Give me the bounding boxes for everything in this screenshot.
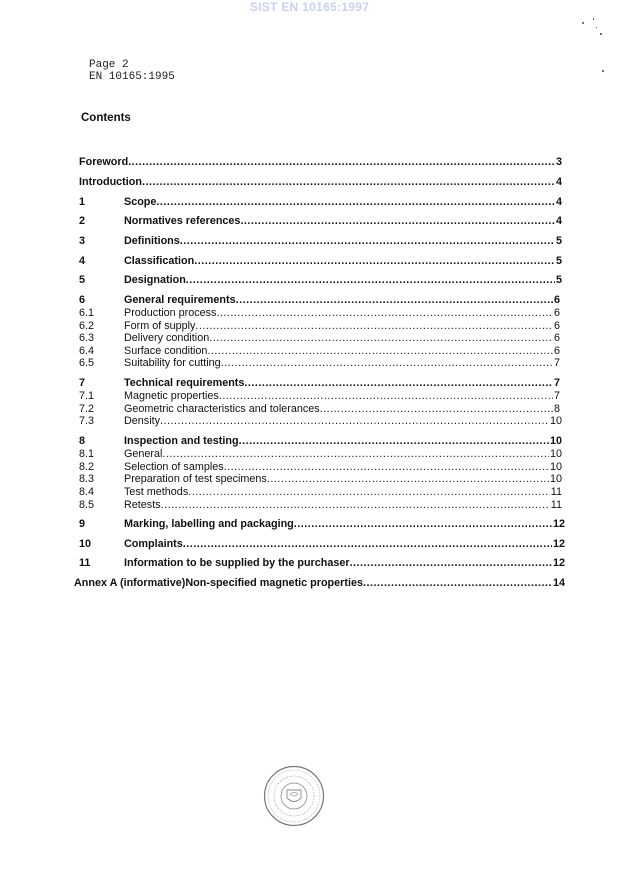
toc-entry[interactable]	[79, 415, 562, 428]
toc-entry-number: 8.3	[79, 473, 95, 485]
toc-entry-number: 3	[79, 235, 86, 247]
toc-entry-title: Density	[124, 415, 161, 427]
document-code-line: EN 10165:1995	[89, 71, 175, 83]
toc-leader-dots	[180, 235, 555, 248]
toc-entry-number: 10	[79, 538, 92, 550]
toc-entry[interactable]	[79, 176, 562, 189]
toc-entry[interactable]	[79, 518, 565, 531]
toc-entry-title: General	[124, 448, 163, 460]
toc-entry-number: 6	[79, 294, 86, 306]
toc-entry-page: 10	[549, 448, 562, 460]
toc-leader-dots	[219, 390, 553, 403]
toc-entry-page: 6	[553, 320, 560, 332]
toc-leader-dots	[160, 415, 549, 428]
toc-entry-number: 11	[79, 557, 91, 569]
toc-leader-dots	[156, 196, 555, 209]
toc-entry-title: Delivery condition	[124, 332, 210, 344]
toc-entry-number: 4	[79, 255, 86, 267]
toc-entry-title: Selection of samples	[124, 461, 224, 473]
toc-entry[interactable]	[79, 196, 562, 209]
toc-entry-number: 8.1	[79, 448, 95, 460]
toc-entry-number: 9	[79, 518, 86, 530]
toc-entry-page: 6	[553, 294, 560, 306]
toc-entry-page: 6	[553, 345, 560, 357]
toc-entry-number: 7.3	[79, 415, 95, 427]
toc-entry-number: 8.4	[79, 486, 95, 498]
toc-entry-title: Magnetic properties	[124, 390, 219, 402]
toc-entry-page: 4	[555, 176, 562, 188]
toc-leader-dots	[267, 473, 549, 486]
toc-entry[interactable]	[79, 357, 560, 370]
toc-entry[interactable]	[79, 448, 562, 461]
toc-entry-page: 12	[552, 557, 565, 569]
toc-entry[interactable]	[79, 274, 562, 287]
toc-entry-title: Normatives references	[124, 215, 241, 227]
toc-entry-title: Suitability for cutting	[124, 357, 221, 369]
toc-entry-title: Introduction	[79, 176, 142, 188]
toc-leader-dots	[142, 176, 555, 189]
toc-entry[interactable]	[79, 332, 560, 345]
toc-entry-page: 3	[555, 156, 562, 168]
toc-entry-number: 7	[79, 377, 86, 389]
toc-entry-page: 11	[550, 499, 562, 511]
toc-entry-title: Surface condition	[124, 345, 208, 357]
toc-entry-page: 6	[553, 332, 560, 344]
toc-entry-number: 7.1	[79, 390, 95, 402]
toc-entry-title: Classification	[124, 255, 195, 267]
toc-entry[interactable]	[79, 307, 560, 320]
toc-entry-number: 6.3	[79, 332, 95, 344]
toc-entry-number: 6.5	[79, 357, 95, 369]
toc-entry[interactable]	[79, 473, 562, 486]
toc-entry-number: 6.1	[79, 307, 95, 319]
scan-speck	[596, 27, 597, 28]
toc-leader-dots	[188, 486, 550, 499]
toc-entry-page: 4	[555, 215, 562, 227]
toc-entry-page: 14	[552, 577, 565, 589]
page-header	[89, 59, 175, 83]
toc-leader-dots	[363, 577, 552, 590]
toc-entry-page: 12	[552, 538, 565, 550]
toc-entry[interactable]	[79, 215, 562, 228]
toc-entry[interactable]	[79, 255, 562, 268]
toc-leader-dots	[236, 294, 553, 307]
toc-entry-title: Geometric characteristics and tolerances	[124, 403, 320, 415]
toc-entry-page: 11	[550, 486, 562, 498]
scan-speck	[600, 33, 602, 35]
toc-entry-title: Technical requirements	[124, 377, 245, 389]
toc-entry-title: Form of supply	[124, 320, 196, 332]
toc-entry-page: 10	[549, 435, 562, 447]
toc-entry-number: 1	[79, 196, 86, 208]
toc-leader-dots	[244, 377, 553, 390]
toc-entry-page: 10	[549, 461, 562, 473]
toc-entry-page: 5	[555, 255, 562, 267]
toc-leader-dots	[209, 332, 553, 345]
toc-entry-number: 8.5	[79, 499, 95, 511]
toc-entry[interactable]	[79, 377, 560, 390]
toc-leader-dots	[240, 215, 555, 228]
toc-entry-title: Scope	[124, 196, 157, 208]
toc-entry-number: 5	[79, 274, 86, 286]
toc-entry-page: 7	[553, 357, 560, 369]
toc-leader-dots	[162, 448, 549, 461]
toc-entry[interactable]	[79, 390, 560, 403]
toc-entry-title: Designation	[124, 274, 186, 286]
toc-entry[interactable]	[79, 486, 562, 499]
toc-entry-title: Definitions	[124, 235, 180, 247]
toc-entry-page: 10	[549, 415, 562, 427]
toc-leader-dots	[183, 538, 552, 551]
toc-entry-number: 7.2	[79, 403, 95, 415]
scan-speck	[602, 70, 604, 72]
toc-entry-page: 12	[552, 518, 565, 530]
toc-entry[interactable]	[79, 294, 560, 307]
toc-leader-dots	[216, 307, 553, 320]
toc-entry-title: Production process	[124, 307, 217, 319]
toc-entry-title: General requirements	[124, 294, 236, 306]
toc-leader-dots	[161, 499, 550, 512]
toc-entry-page: 5	[555, 235, 562, 247]
toc-entry-number: 6.2	[79, 320, 95, 332]
toc-leader-dots	[350, 557, 552, 570]
toc-entry-number: 2	[79, 215, 86, 227]
page-number-line: Page 2	[89, 59, 129, 71]
toc-entry[interactable]	[74, 577, 565, 590]
scan-speck	[593, 18, 594, 20]
toc-entry[interactable]	[79, 156, 562, 169]
toc-leader-dots	[194, 255, 555, 268]
watermark: SIST EN 10165:1997	[249, 0, 370, 14]
toc-entry-number: 6.4	[79, 345, 95, 357]
toc-leader-dots	[239, 435, 549, 448]
toc-entry-title: Foreword	[79, 156, 129, 168]
toc-entry[interactable]	[79, 235, 562, 248]
toc-entry-title: Retests	[124, 499, 161, 511]
scan-speck	[582, 22, 584, 24]
toc-entry[interactable]	[79, 499, 562, 512]
toc-leader-dots	[186, 274, 555, 287]
toc-entry[interactable]	[79, 538, 565, 551]
toc-entry-title: Marking, labelling and packaging	[124, 518, 294, 530]
toc-entry-page: 8	[553, 403, 560, 415]
toc-entry-page: 6	[553, 307, 560, 319]
toc-entry-title: Inspection and testing	[124, 435, 239, 447]
toc-leader-dots	[221, 357, 553, 370]
toc-entry-number: 8	[79, 435, 86, 447]
toc-entry-page: 4	[555, 196, 562, 208]
contents-title: Contents	[81, 112, 131, 124]
toc-entry-title: Preparation of test specimens	[124, 473, 267, 485]
toc-entry-title: Information to be supplied by the purchaser	[124, 557, 350, 569]
toc-leader-dots	[294, 518, 552, 531]
official-stamp-seal	[263, 765, 325, 827]
toc-entry-page: 10	[549, 473, 562, 485]
toc-entry-title: Annex A (informative)Non-specified magnetic properties	[74, 577, 363, 589]
toc-entry-title: Complaints	[124, 538, 183, 550]
toc-entry-page: 5	[555, 274, 562, 286]
toc-entry[interactable]	[79, 435, 562, 448]
toc-entry-page: 7	[553, 390, 560, 402]
toc-entry-page: 7	[553, 377, 560, 389]
toc-entry[interactable]	[79, 557, 565, 570]
toc-entry-number: 8.2	[79, 461, 95, 473]
toc-leader-dots	[128, 156, 555, 169]
toc-entry-title: Test methods	[124, 486, 189, 498]
